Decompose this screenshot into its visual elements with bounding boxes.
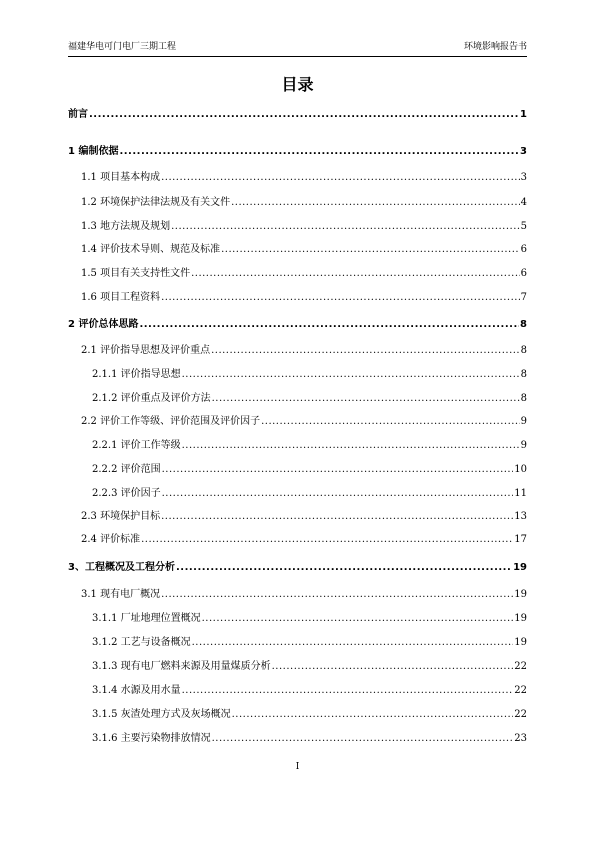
toc-entry-page: 19 [514, 637, 527, 648]
toc-leader-dots [272, 660, 514, 673]
toc-entry-page: 23 [514, 733, 527, 744]
toc-entry-page: 8 [520, 369, 527, 380]
toc-entry[interactable] [68, 436, 527, 452]
page-header [68, 40, 527, 57]
toc-entry-label: 2.2.2 评价范围 [92, 464, 161, 475]
toc-entry-page: 8 [520, 319, 527, 330]
toc-entry[interactable] [68, 558, 527, 574]
toc-entry-page: 9 [520, 440, 527, 451]
toc-entry-page: 1 [520, 109, 527, 120]
toc-entry-label: 3、工程概况及工程分析 [68, 562, 175, 573]
toc-entry[interactable] [68, 729, 527, 745]
header-project-name: 福建华电可门电厂三期工程 [68, 42, 177, 52]
toc-leader-dots [89, 108, 519, 121]
toc-leader-dots [161, 588, 513, 601]
toc-leader-dots [119, 145, 519, 158]
toc-leader-dots [182, 439, 520, 452]
toc-entry[interactable] [68, 609, 527, 625]
toc-leader-dots [192, 636, 514, 649]
toc-entry[interactable] [68, 365, 527, 381]
toc-leader-dots [232, 708, 514, 721]
toc-entry-label: 1.2 环境保护法律法规及有关文件 [81, 197, 231, 208]
toc-leader-dots [162, 487, 514, 500]
toc-entry[interactable] [68, 530, 527, 546]
toc-entry[interactable] [68, 681, 527, 697]
toc-entry[interactable] [68, 193, 527, 209]
toc-entry-label: 2.1.2 评价重点及评价方法 [92, 393, 211, 404]
toc-leader-dots [171, 220, 520, 233]
toc-leader-dots [141, 533, 513, 546]
toc-entry-page: 19 [513, 562, 527, 573]
toc-entry-label: 2.2.3 评价因子 [92, 488, 161, 499]
header-document-type: 环境影响报告书 [463, 42, 527, 52]
toc-leader-dots [161, 510, 513, 523]
toc-entry-label: 3.1.6 主要污染物排放情况 [92, 733, 211, 744]
toc-entry[interactable] [68, 288, 527, 304]
toc-leader-dots [212, 732, 514, 745]
toc-entry-page: 6 [520, 268, 527, 279]
toc-entry[interactable] [68, 142, 527, 158]
toc-entry-label: 3.1.3 现有电厂燃料来源及用量煤质分析 [92, 661, 271, 672]
toc-entry-page: 13 [514, 511, 527, 522]
toc-entry-label: 2 评价总体思路 [68, 319, 139, 330]
toc-entry[interactable] [68, 240, 527, 256]
toc-leader-dots [261, 415, 520, 428]
page-title: 目录 [281, 75, 314, 94]
toc-entry-page: 17 [514, 534, 527, 545]
toc-entry[interactable] [68, 217, 527, 233]
toc-entry-label: 3.1 现有电厂概况 [81, 589, 161, 600]
toc-entry-page: 3 [520, 172, 527, 183]
toc-entry-label: 2.4 评价标准 [81, 534, 141, 545]
toc-entry-page: 5 [520, 221, 527, 232]
toc-entry[interactable] [68, 168, 527, 184]
toc-entry-page: 9 [520, 416, 527, 427]
toc-entry[interactable] [68, 264, 527, 280]
toc-leader-dots [161, 291, 520, 304]
toc-entry[interactable] [68, 341, 527, 357]
toc-entry-label: 1.1 项目基本构成 [81, 172, 161, 183]
toc-leader-dots [162, 463, 514, 476]
toc-entry-page: 11 [514, 488, 527, 499]
toc-entry-page: 8 [520, 345, 527, 356]
toc-leader-dots [139, 318, 519, 331]
toc-entry[interactable] [68, 315, 527, 331]
toc-leader-dots [182, 684, 514, 697]
toc-entry-page: 19 [514, 613, 527, 624]
toc-entry-label: 3.1.5 灰渣处理方式及灰场概况 [92, 709, 231, 720]
toc-entry-label: 1 编制依据 [68, 146, 119, 157]
toc-entry-label: 2.2 评价工作等级、评价范围及评价因子 [81, 416, 261, 427]
toc-entry[interactable] [68, 633, 527, 649]
toc-entry-label: 1.3 地方法规及规划 [81, 221, 171, 232]
toc-entry-page: 6 [520, 244, 527, 255]
page-number: I [295, 762, 300, 772]
toc-entry-page: 4 [520, 197, 527, 208]
toc-entry-page: 10 [514, 464, 527, 475]
toc-entry-label: 2.3 环境保护目标 [81, 511, 161, 522]
toc-leader-dots [161, 171, 520, 184]
toc-entry-label: 前言 [68, 109, 88, 120]
toc-entry-label: 2.2.1 评价工作等级 [92, 440, 181, 451]
toc-leader-dots [211, 344, 520, 357]
toc-entry-page: 8 [520, 393, 527, 404]
toc-entry-page: 7 [520, 292, 527, 303]
toc-leader-dots [221, 243, 520, 256]
toc-entry-label: 3.1.1 厂址地理位置概况 [92, 613, 201, 624]
toc-entry-label: 3.1.4 水源及用水量 [92, 685, 181, 696]
toc-entry-page: 22 [514, 661, 527, 672]
toc-entry[interactable] [68, 484, 527, 500]
toc-entry[interactable] [68, 105, 527, 121]
toc-leader-dots [202, 612, 514, 625]
toc-entry[interactable] [68, 412, 527, 428]
toc-entry-label: 2.1 评价指导思想及评价重点 [81, 345, 211, 356]
toc-entry-label: 1.5 项目有关支持性文件 [81, 268, 191, 279]
toc-leader-dots [231, 196, 520, 209]
toc-entry[interactable] [68, 507, 527, 523]
toc-leader-dots [182, 368, 520, 381]
toc-entry-page: 22 [514, 709, 527, 720]
toc-entry[interactable] [68, 657, 527, 673]
toc-leader-dots [191, 267, 520, 280]
toc-entry-label: 1.4 评价技术导则、规范及标准 [81, 244, 221, 255]
toc-leader-dots [176, 561, 512, 574]
toc-entry-label: 2.1.1 评价指导思想 [92, 369, 181, 380]
toc-entry-page: 19 [514, 589, 527, 600]
toc-entry-page: 3 [520, 146, 527, 157]
toc-entry-label: 3.1.2 工艺与设备概况 [92, 637, 191, 648]
toc-leader-dots [212, 392, 520, 405]
toc-entry[interactable] [68, 389, 527, 405]
toc-entry[interactable] [68, 585, 527, 601]
toc-entry-label: 1.6 项目工程资料 [81, 292, 161, 303]
toc-entry[interactable] [68, 460, 527, 476]
toc-entry[interactable] [68, 705, 527, 721]
toc-entry-page: 22 [514, 685, 527, 696]
